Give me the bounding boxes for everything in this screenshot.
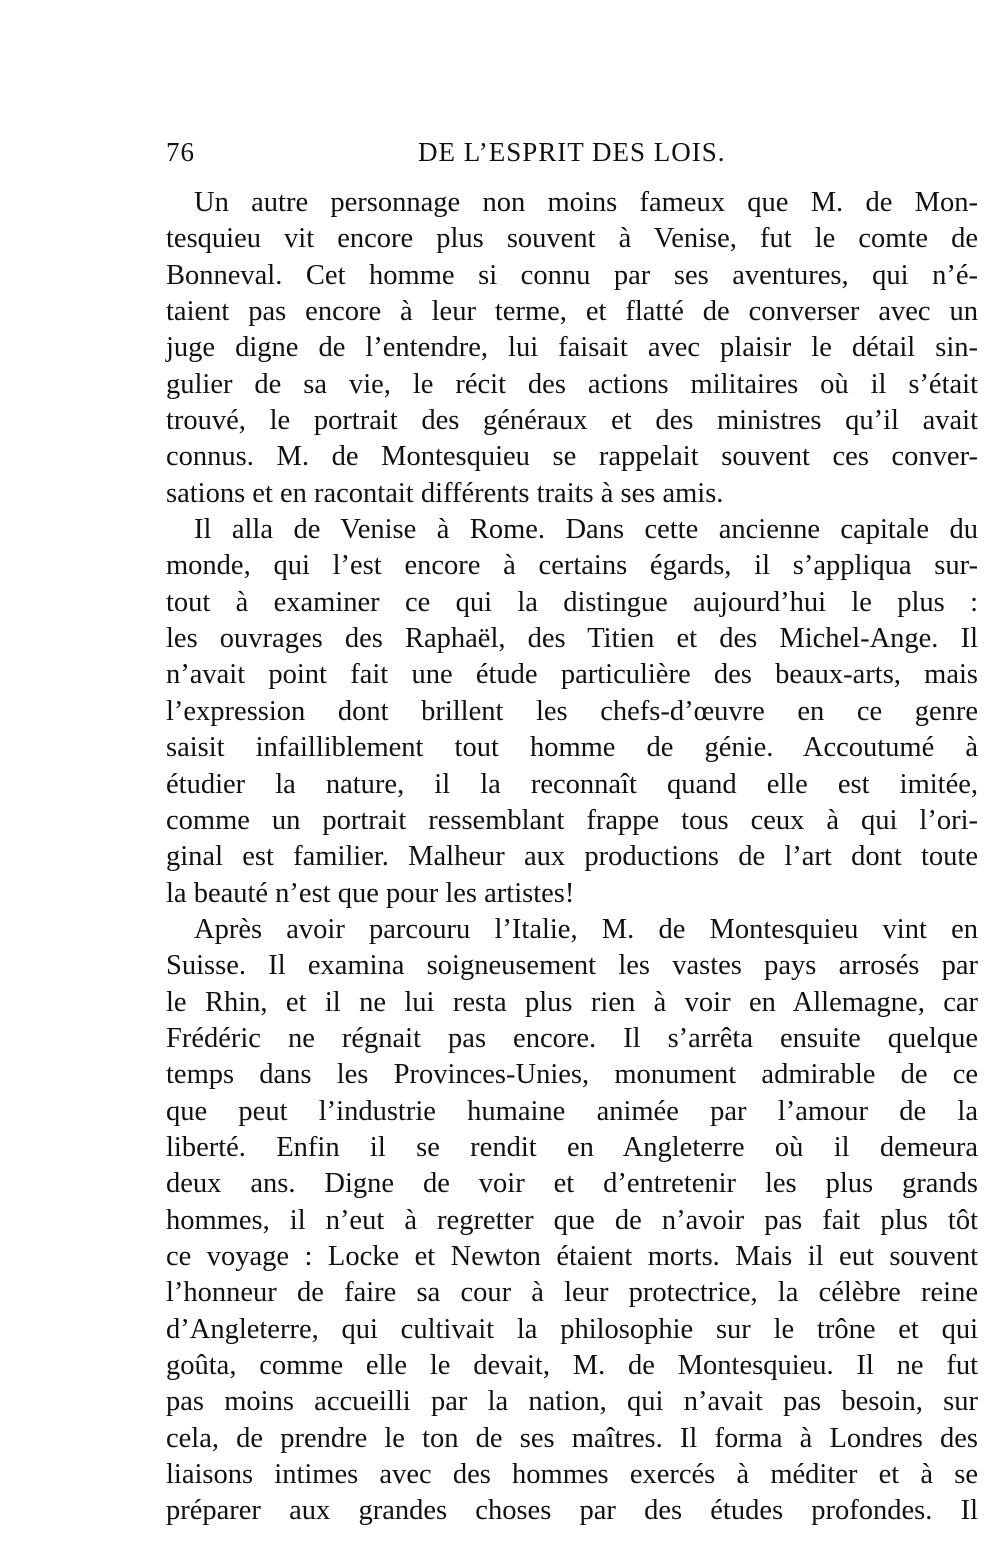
text-line: trouvé, le portrait des généraux et des ministres qu’il avait xyxy=(166,405,978,437)
text-line: saisit infailliblement tout homme de génie. Accoutumé à xyxy=(166,732,978,764)
running-title: DE L’ESPRIT DES LOIS. xyxy=(418,137,726,167)
text-line: monde, qui l’est encore à certains égards, il s’appliqua sur- xyxy=(166,550,978,582)
text-line: hommes, il n’eut à regretter que de n’avoir pas fait plus tôt xyxy=(166,1204,978,1236)
text-line: préparer aux grandes choses par des études profondes. Il xyxy=(166,1495,978,1527)
text-line: comme un portrait ressemblant frappe tous ceux à qui l’ori- xyxy=(166,804,978,836)
page-number: 76 xyxy=(166,137,195,167)
text-line: n’avait point fait une étude particulière des beaux-arts, mais xyxy=(166,659,978,691)
text-line: goûta, comme elle le devait, M. de Montesquieu. Il ne fut xyxy=(166,1350,978,1381)
text-line: l’honneur de faire sa cour à leur protectrice, la célèbre reine xyxy=(166,1277,978,1309)
text-line: juge digne de l’entendre, lui faisait avec plaisir le détail sin- xyxy=(166,332,978,364)
text-line: cela, de prendre le ton de ses maîtres. Il forma à Londres des xyxy=(166,1422,978,1454)
text-line: Bonneval. Cet homme si connu par ses aventures, qui n’é- xyxy=(166,259,978,291)
text-line: le Rhin, et il ne lui resta plus rien à voir en Allemagne, car xyxy=(166,986,978,1018)
text-line: tesquieu vit encore plus souvent à Venise, fut le comte de xyxy=(166,223,978,255)
text-line: ce voyage : Locke et Newton étaient morts. Mais il eut souvent xyxy=(166,1240,978,1272)
text-line: ginal est familier. Malheur aux productions de l’art dont toute xyxy=(166,841,978,873)
page-header xyxy=(166,132,978,172)
text-line: l’expression dont brillent les chefs-d’œuvre en ce genre xyxy=(166,695,978,727)
text-line: Suisse. Il examina soigneusement les vastes pays arrosés par xyxy=(166,950,978,982)
text-line: pas moins accueilli par la nation, qui n’avait pas besoin, sur xyxy=(166,1386,978,1418)
text-line: Frédéric ne régnait pas encore. Il s’arrêta ensuite quelque xyxy=(166,1022,978,1054)
text-line: liberté. Enfin il se rendit en Angleterre où il demeura xyxy=(166,1131,978,1163)
text-line: Un autre personnage non moins fameux que M. de Mon- xyxy=(194,187,978,218)
text-line: temps dans les Provinces-Unies, monument admirable de ce xyxy=(166,1059,978,1091)
text-line: d’Angleterre, qui cultivait la philosophie sur le trône et qui xyxy=(166,1313,978,1345)
text-line: étudier la nature, il la reconnaît quand elle est imitée, xyxy=(166,768,978,800)
text-line: les ouvrages des Raphaël, des Titien et des Michel-Ange. Il xyxy=(166,623,978,655)
text-line: liaisons intimes avec des hommes exercés à méditer et à se xyxy=(166,1459,978,1491)
text-line: que peut l’industrie humaine animée par l’amour de la xyxy=(166,1095,978,1127)
text-line: sations et en racontait différents traits à ses amis. xyxy=(166,477,724,509)
text-line: la beauté n’est que pour les artistes! xyxy=(166,877,575,909)
text-line: Il alla de Venise à Rome. Dans cette ancienne capitale du xyxy=(194,514,978,546)
text-line: tout à examiner ce qui la distingue aujourd’hui le plus : xyxy=(166,586,978,618)
text-line: connus. M. de Montesquieu se rappelait souvent ces conver- xyxy=(166,441,978,473)
text-line: deux ans. Digne de voir et d’entretenir les plus grands xyxy=(166,1168,978,1200)
text-line: gulier de sa vie, le récit des actions militaires où il s’était xyxy=(166,368,978,400)
text-line: taient pas encore à leur terme, et flatté de converser avec un xyxy=(166,296,978,328)
text-line: Après avoir parcouru l’Italie, M. de Montesquieu vint en xyxy=(194,913,978,945)
body-text xyxy=(166,185,978,1530)
